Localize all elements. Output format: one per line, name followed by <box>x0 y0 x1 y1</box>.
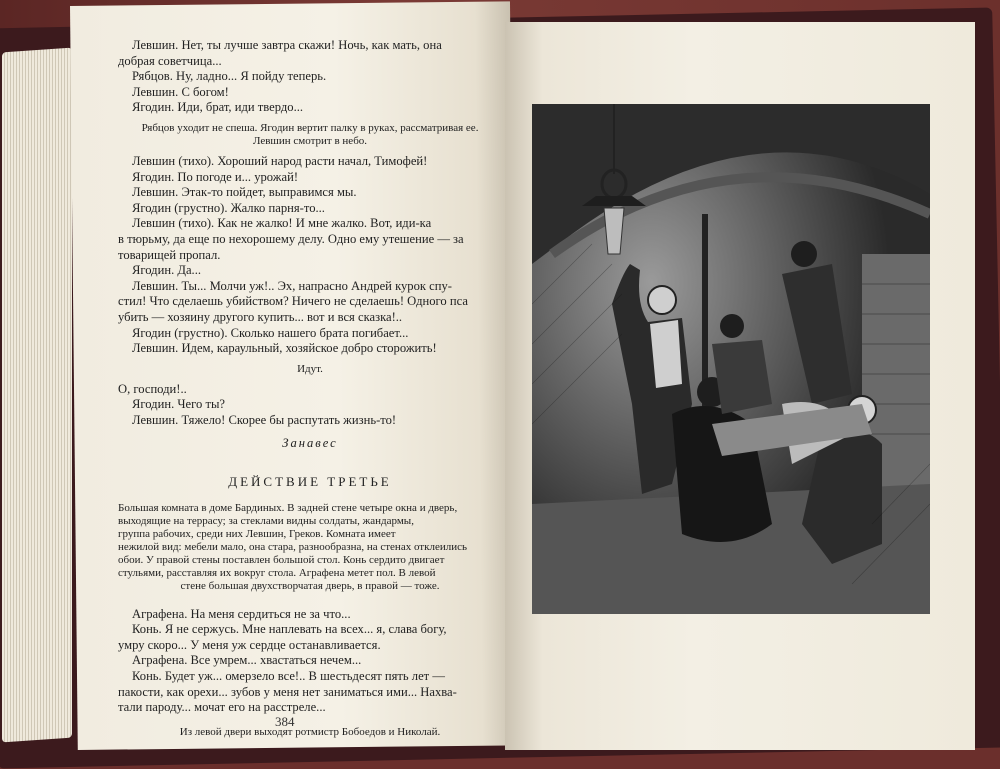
text-line: Ягодин (грустно). Жалко парня-то... <box>132 200 325 215</box>
text-line: товарищей пропал. <box>118 247 221 262</box>
stage-direction: Рябцов уходит не спеша. Ягодин вертит палку в руках, рассматривая ее. Левшин смотрит в небо. <box>141 121 479 147</box>
page-number: 384 <box>275 714 295 729</box>
text-line: Ягодин. Чего ты? <box>132 397 225 412</box>
text-line: Ягодин. По погоде и... урожай! <box>132 169 299 184</box>
text-line: Левшин (тихо). Хороший народ расти начал, Тимофей! <box>132 153 428 168</box>
text-line: Конь. Будет уж... омерзело все!.. В шестьдесят пять лет — <box>132 669 445 684</box>
act-description: Большая комната в доме Бардиных. В задней стене четыре окна и дверь, выходящие на террасу; за стеклами видны солдаты, жандармы, группа рабочих, среди них Левшин, Греков. Комната имеет нежилой вид: мебели мало, она стара, разнообразна, на стенах отклеились обои. У правой стены поставлен большой стол. Конь сердито двигает стульями, расставляя их вокруг стола. Аграфена метет пол. В левой стене большая двухстворчатая дверь, в правой — тоже. <box>118 501 467 592</box>
text-line: Конь. Я не сержусь. Мне наплевать на всех... я, слава богу, <box>132 622 447 637</box>
play-text <box>118 38 502 745</box>
text-line: убить — хозяину другого купить... вот и вся сказка!.. <box>118 309 403 324</box>
text-line: в тюрьму, да еще по нехорошему делу. Одно ему утешение — за <box>118 231 464 246</box>
text-line: Левшин. Ты... Молчи уж!.. Эх, напрасно Андрей курок спу- <box>132 278 452 293</box>
text-line: умру скоро... У меня уж сердце останавливается. <box>118 637 381 652</box>
text-line: Ягодин (грустно). Сколько нашего брата погибает... <box>132 325 409 340</box>
text-line: Рябцов. Ну, ладно... Я пойду теперь. <box>132 69 327 84</box>
text-line: Аграфена. Все умрем... хвастаться нечем... <box>132 653 362 668</box>
text-line: Левшин. Тяжело! Скорее бы распутать жизнь-то! <box>132 412 397 427</box>
text-line: Ягодин. Иди, брат, иди твердо... <box>132 100 304 115</box>
text-line: тали пароду... мочат его на расстреле... <box>118 700 326 715</box>
text-line: О, господи!.. <box>118 381 187 396</box>
text-line: Левшин. Нет, ты лучше завтра скажи! Ночь, как мать, она <box>132 38 442 52</box>
text-line: Левшин (тихо). Как не жалко! И мне жалко. Вот, иди-ка <box>132 216 432 231</box>
text-line: Левшин. Идем, караульный, хозяйское добро сторожить! <box>132 341 437 356</box>
illustration <box>532 104 930 614</box>
text-line: добрая советчица... <box>118 53 222 68</box>
text-line: Левшин. Этак-то пойдет, выправимся мы. <box>132 185 357 200</box>
stage-direction: Из левой двери выходят ротмистр Бобоедов и Николай. <box>179 725 441 738</box>
text-line: Аграфена. На меня сердиться не за что... <box>132 606 351 621</box>
illustration-drawing <box>532 104 930 614</box>
text-line: Ягодин. Да... <box>132 263 201 278</box>
text-line: Левшин. С богом! <box>132 84 229 99</box>
curtain-label: Занавес <box>282 436 338 451</box>
stage-direction: Идут. <box>297 362 323 375</box>
act-heading: ДЕЙСТВИЕ ТРЕТЬЕ <box>228 474 392 490</box>
text-line: стил! Что сделаешь убийством? Ничего не сделаешь! Одного пса <box>118 294 468 309</box>
text-line: пакости, как орехи... зубов у меня нет заниматься ими... Нахва- <box>118 684 457 699</box>
page-edges <box>2 48 72 743</box>
